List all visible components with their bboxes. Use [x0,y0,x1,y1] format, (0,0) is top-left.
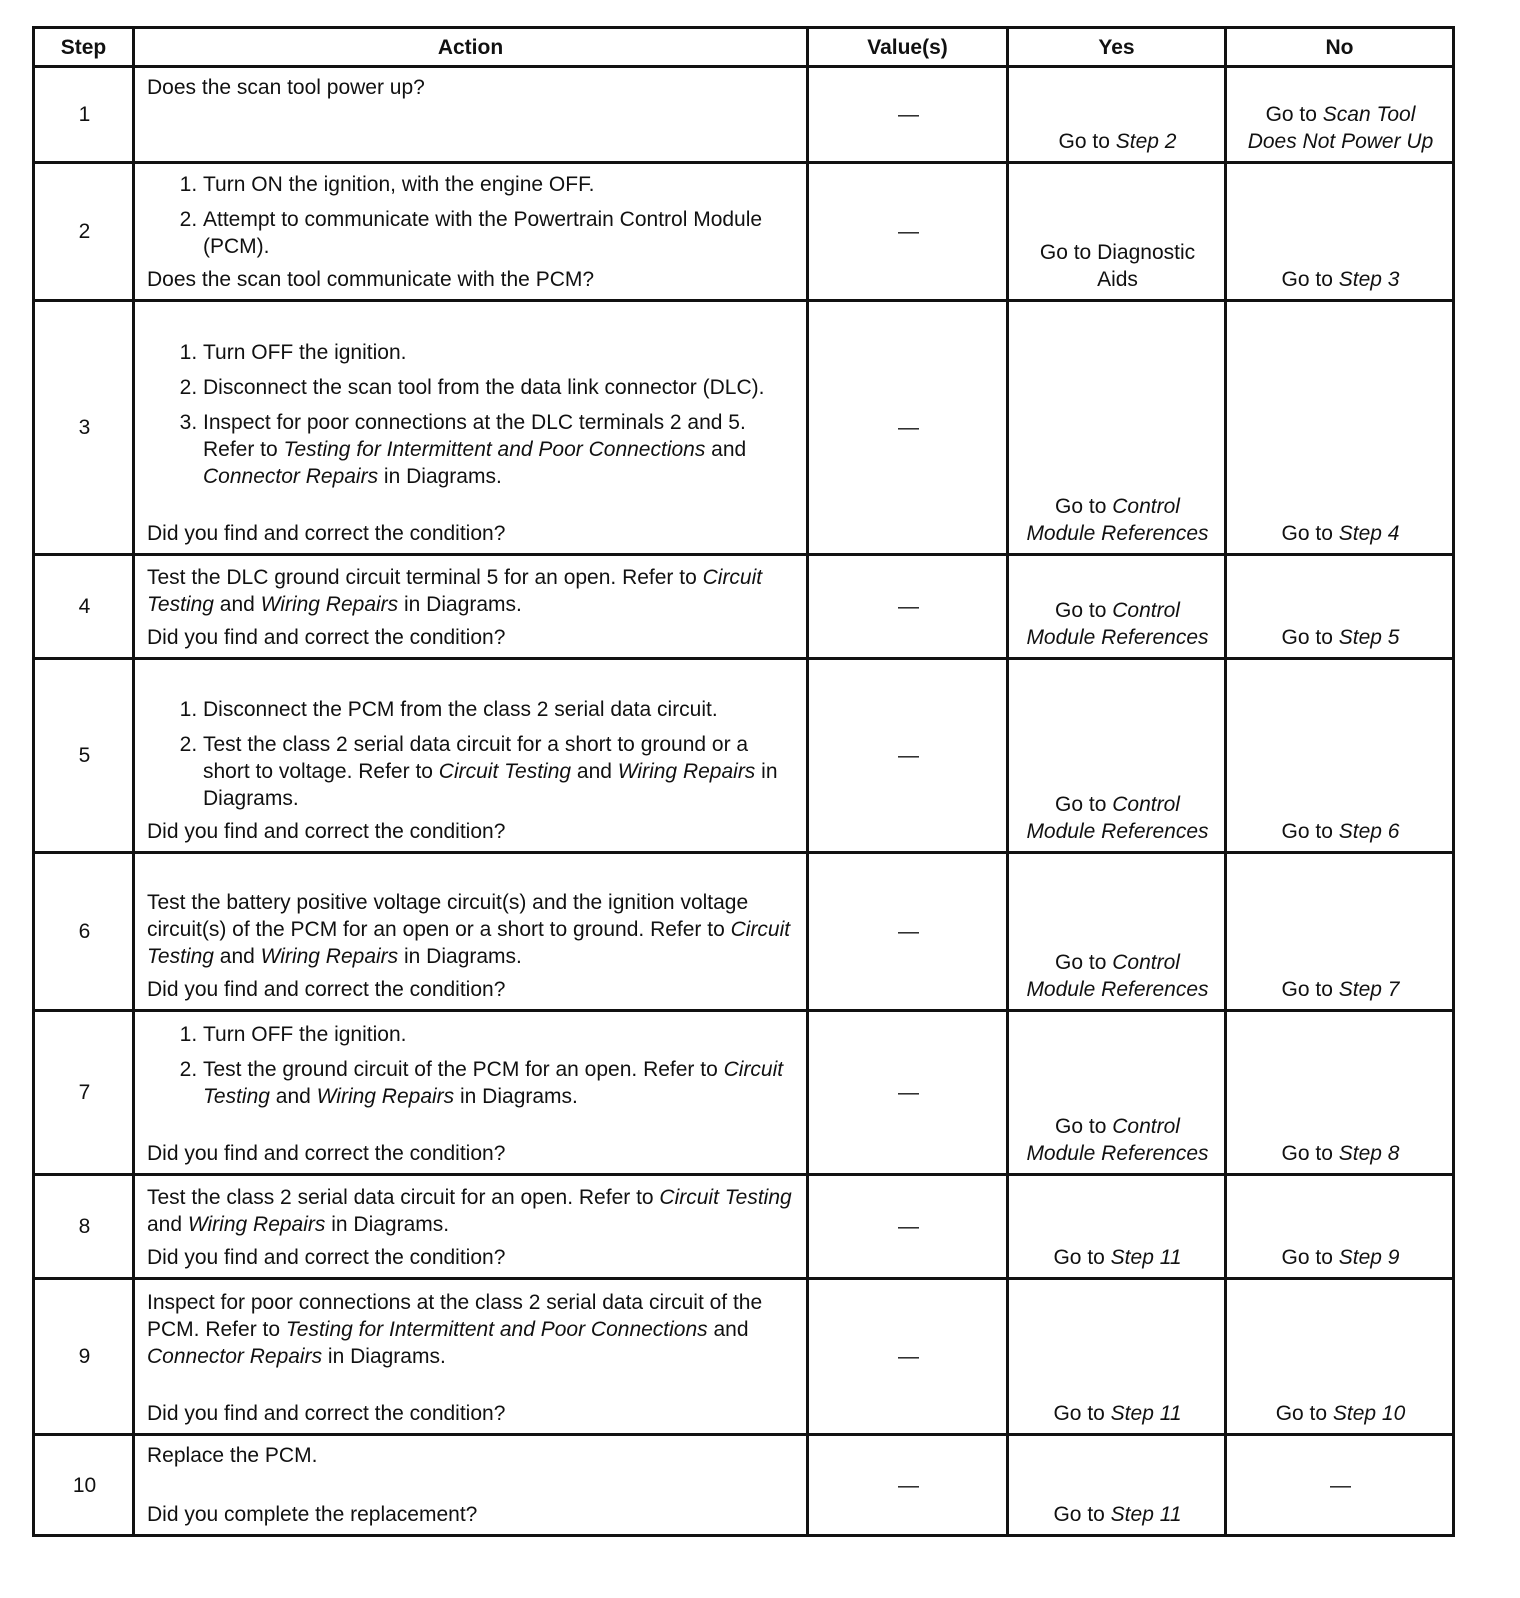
no-cell: — [1226,1435,1454,1536]
no-prefix: Go to [1281,522,1339,545]
no-reference: Step 3 [1338,268,1400,291]
yes-cell [1008,1011,1226,1175]
reference-link-text: Circuit Testing [147,566,763,616]
value-cell: — [808,853,1008,1011]
header-values: Value(s) [808,28,1008,67]
action-step-item: 1. Turn OFF the ignition. [203,1021,796,1048]
table-row [34,1175,1454,1279]
yes-cell [1008,853,1226,1011]
header-action: Action [134,28,808,67]
no-cell [1226,555,1454,659]
text-run: in Diagrams. [322,1345,446,1368]
table-row [34,301,1454,555]
table-row [34,1011,1454,1175]
diagnostic-table [32,26,1455,1537]
value-cell: — [808,301,1008,555]
action-question: Did you find and correct the condition? [147,1142,506,1165]
action-step-item: 2. Disconnect the scan tool from the data link connector (DLC). [203,374,796,401]
text-run: Test the class 2 serial data circuit for a short to ground or a short to voltage. Refer to [203,733,749,783]
value-cell: — [808,67,1008,163]
action-cell [134,1435,808,1536]
step-number: 10 [34,1435,134,1536]
action-cell [134,659,808,853]
text-run: and [147,1213,188,1236]
step-number: 2 [34,163,134,301]
value-cell: — [808,1011,1008,1175]
action-step-item [203,731,796,812]
yes-reference: Control Module References [1026,599,1209,649]
step-number: 9 [34,1279,134,1435]
yes-reference: Control Module References [1026,1115,1209,1165]
table-row [34,853,1454,1011]
action-steps [147,696,796,812]
text-run: in Diagrams. [398,945,522,968]
action-step-item: 2. Attempt to communicate with the Powertrain Control Module (PCM). [203,206,796,260]
no-cell [1226,659,1454,853]
text-run: Test the ground circuit of the PCM for an open. Refer to [203,1058,724,1081]
yes-prefix: Go to [1053,1402,1111,1425]
reference-link-text: Wiring Repairs [187,1213,326,1236]
reference-link-text: Wiring Repairs [617,760,756,783]
yes-reference: Step 11 [1110,1503,1182,1526]
text-run: Test the class 2 serial data circuit for an open. Refer to [147,1186,660,1209]
value-cell: — [808,1435,1008,1536]
text-run: Inspect for poor connections at the class 2 serial data circuit of the PCM. Refer to [147,1291,763,1341]
text-run: in Diagrams. [398,593,522,616]
yes-cell [1008,555,1226,659]
yes-prefix: Go to [1055,599,1113,622]
action-question: Did you find and correct the condition? [147,820,506,843]
action-cell [134,1175,808,1279]
action-text [147,1289,796,1370]
action-step-item [203,1056,796,1110]
yes-prefix: Go to [1055,793,1113,816]
no-prefix: Go to [1281,978,1339,1001]
action-steps [147,171,796,260]
value-cell: — [808,1175,1008,1279]
yes-prefix: Go to [1055,951,1113,974]
no-prefix: Go to [1281,626,1339,649]
table-row [34,659,1454,853]
diagnostic-table-container [32,26,1455,1537]
yes-cell: Go to Diagnostic Aids [1008,163,1226,301]
action-question: Did you find and correct the condition? [147,978,506,1001]
step-number: 1 [34,67,134,163]
action-question: Did you find and correct the condition? [147,1402,506,1425]
text-run: and [213,593,261,616]
yes-prefix: Go to [1053,1503,1111,1526]
yes-cell [1008,1279,1226,1435]
yes-cell [1008,301,1226,555]
text-run: Inspect for poor connections at the DLC terminals 2 and 5. Refer to [203,411,746,461]
text-run: and [571,760,618,783]
value-cell: — [808,659,1008,853]
no-cell [1226,163,1454,301]
reference-link-text: Circuit Testing [438,760,572,783]
no-cell [1226,1011,1454,1175]
action-steps [147,1021,796,1110]
step-number: 3 [34,301,134,555]
yes-cell [1008,67,1226,163]
action-question: Did you find and correct the condition? [147,1246,506,1269]
reference-link-text: Testing for Intermittent and Poor Connections [283,438,706,461]
no-reference: Step 7 [1338,978,1400,1001]
step-number: 4 [34,555,134,659]
step-number: 5 [34,659,134,853]
no-prefix: Go to [1281,268,1339,291]
action-step-item [203,409,796,490]
text-run: and [705,438,747,461]
action-cell [134,301,808,555]
header-yes: Yes [1008,28,1226,67]
yes-cell [1008,659,1226,853]
action-cell [134,853,808,1011]
yes-reference: Control Module References [1026,951,1209,1001]
yes-cell [1008,1175,1226,1279]
table-row [34,67,1454,163]
yes-prefix: Go to [1053,1246,1111,1269]
reference-link-text: Circuit Testing [659,1186,792,1209]
yes-reference: Control Module References [1026,495,1209,545]
reference-link-text: Wiring Repairs [316,1085,455,1108]
action-question: Did you find and correct the condition? [147,626,506,649]
no-cell [1226,301,1454,555]
action-text [147,1184,796,1238]
action-cell [134,555,808,659]
reference-link-text: Wiring Repairs [260,945,399,968]
value-cell: — [808,555,1008,659]
yes-prefix: Go to [1055,495,1113,518]
text-run: and [213,945,261,968]
no-reference: Step 9 [1338,1246,1400,1269]
no-prefix: Go to [1281,820,1339,843]
no-cell [1226,853,1454,1011]
action-step-item: 1. Disconnect the PCM from the class 2 serial data circuit. [203,696,796,723]
no-reference: Step 5 [1338,626,1400,649]
step-number: 8 [34,1175,134,1279]
action-cell [134,1011,808,1175]
no-prefix: Go to [1281,1142,1339,1165]
no-prefix: Go to [1275,1402,1333,1425]
table-row [34,163,1454,301]
yes-reference: Step 11 [1110,1402,1182,1425]
no-cell [1226,1175,1454,1279]
action-question: Did you find and correct the condition? [147,522,506,545]
no-prefix: Go to [1265,103,1323,126]
header-step: Step [34,28,134,67]
no-reference: Step 4 [1338,522,1400,545]
yes-reference: Step 11 [1110,1246,1182,1269]
no-reference: Step 8 [1338,1142,1400,1165]
header-row [34,28,1454,67]
text-run: Test the battery positive voltage circuit(s) and the ignition voltage circuit(s) of the PCM for an open or a short to ground. Refer to [147,891,749,941]
action-steps [147,339,796,490]
action-cell [134,163,808,301]
action-step-item: 1. Turn ON the ignition, with the engine OFF. [203,171,796,198]
yes-reference: Control Module References [1026,793,1209,843]
action-text: Replace the PCM. [147,1444,318,1467]
yes-prefix: Go to [1058,130,1116,153]
reference-link-text: Circuit Testing [147,918,791,968]
table-row [34,1279,1454,1435]
reference-link-text: Connector Repairs [147,1345,323,1368]
action-question: Did you complete the replacement? [147,1503,478,1526]
text-run: in Diagrams. [325,1213,450,1236]
action-question: Does the scan tool power up? [147,76,425,99]
step-number: 7 [34,1011,134,1175]
text-run: in Diagrams. [454,1085,578,1108]
step-number: 6 [34,853,134,1011]
no-prefix: Go to [1281,1246,1339,1269]
yes-cell [1008,1435,1226,1536]
text-run: and [707,1318,749,1341]
action-cell [134,1279,808,1435]
reference-link-text: Wiring Repairs [260,593,399,616]
no-cell [1226,1279,1454,1435]
action-step-item: 1. Turn OFF the ignition. [203,339,796,366]
action-text [147,889,796,970]
text-run: Test the DLC ground circuit terminal 5 for an open. Refer to [147,566,703,589]
no-reference: Step 10 [1332,1402,1406,1425]
reference-link-text: Circuit Testing [203,1058,784,1108]
text-run: in Diagrams. [378,465,502,488]
yes-reference: Step 2 [1115,130,1177,153]
no-reference: Scan Tool Does Not Power Up [1247,103,1434,153]
table-row [34,1435,1454,1536]
reference-link-text: Connector Repairs [203,465,379,488]
reference-link-text: Testing for Intermittent and Poor Connections [285,1318,708,1341]
action-cell [134,67,808,163]
value-cell: — [808,163,1008,301]
no-reference: Step 6 [1338,820,1400,843]
table-row [34,555,1454,659]
action-text [147,564,796,618]
no-cell [1226,67,1454,163]
text-run: in Diagrams. [203,760,778,810]
action-question: Does the scan tool communicate with the PCM? [147,268,595,291]
text-run: and [269,1085,317,1108]
header-no: No [1226,28,1454,67]
yes-prefix: Go to [1055,1115,1113,1138]
value-cell: — [808,1279,1008,1435]
